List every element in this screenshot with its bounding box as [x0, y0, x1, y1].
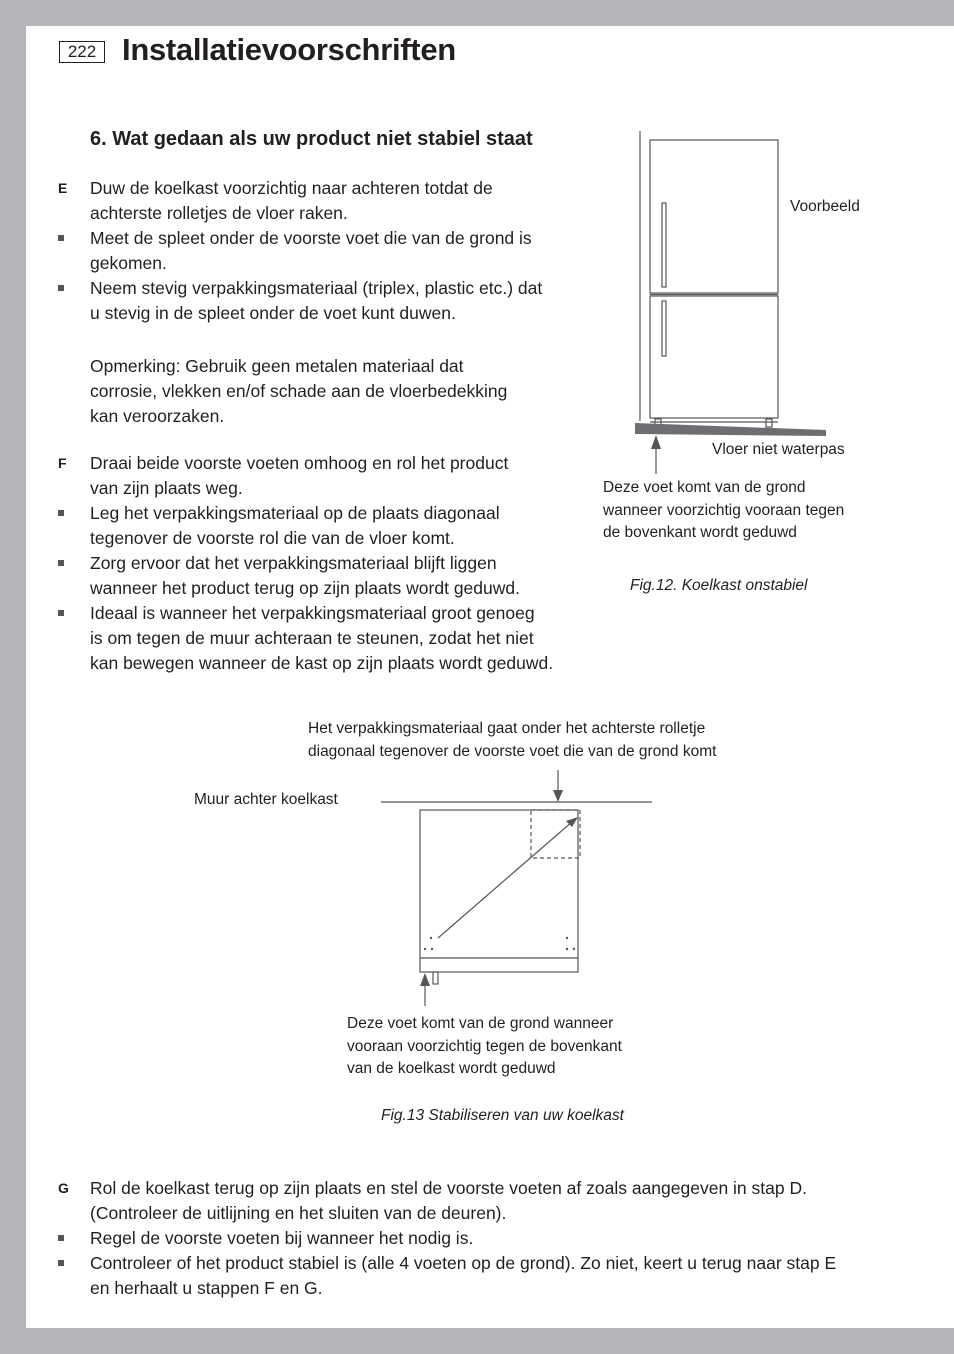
step-letter-g: G [58, 1180, 69, 1196]
text-line: Draai beide voorste voeten omhoog en rol het product [90, 453, 509, 473]
text-line: achterste rolletjes de vloer raken. [90, 203, 348, 223]
text-line: vooraan voorzichtig tegen de bovenkant [347, 1037, 622, 1055]
text-line: kan veroorzaken. [90, 406, 225, 426]
note-text [90, 354, 507, 429]
section-heading: 6. Wat gedaan als uw product niet stabiel staat [90, 128, 533, 150]
bullet-marker [58, 1235, 64, 1241]
text-line: van de koelkast wordt geduwd [347, 1060, 556, 1077]
text-line: Rol de koelkast terug op zijn plaats en stel de voorste voeten af zoals aangegeven in stap D. [90, 1178, 807, 1198]
bullet-marker [58, 235, 64, 241]
bullet-marker [58, 610, 64, 616]
text-line: Deze voet komt van de grond wanneer [347, 1015, 614, 1032]
text-line: Het verpakkingsmateriaal gaat onder het achterste rolletje [308, 720, 706, 737]
step-f-text [90, 451, 508, 501]
bullet-item [90, 1251, 836, 1301]
bullet-marker [58, 1260, 64, 1266]
fig13-label-wall: Muur achter koelkast [194, 791, 338, 808]
fig12-label-foot [603, 477, 844, 545]
text-line: wanneer het product terug op zijn plaats wordt geduwd. [90, 578, 520, 598]
step-letter-e: E [58, 180, 68, 196]
bullet-item [90, 276, 542, 326]
text-line: van zijn plaats weg. [90, 478, 243, 498]
step-letter-f: F [58, 455, 67, 471]
fig12-fridge-drawing [626, 131, 826, 481]
fig12-caption: Fig.12. Koelkast onstabiel [630, 577, 808, 594]
manual-page [26, 26, 954, 1328]
text-line: de bovenkant wordt geduwd [603, 524, 797, 541]
bullet-item [90, 601, 553, 676]
text-line: (Controleer de uitlijning en het sluiten van de deuren). [90, 1203, 507, 1223]
step-g-text [90, 1176, 807, 1226]
text-line: is om tegen de muur achteraan te steunen, zodat het niet [90, 628, 534, 648]
fig13-label-foot [347, 1013, 622, 1081]
text-line: tegenover de voorste rol die van de vloer komt. [90, 528, 455, 548]
text-line: corrosie, vlekken en/of schade aan de vloerbedekking [90, 381, 508, 401]
text-line: Deze voet komt van de grond [603, 479, 806, 496]
text-line: Neem stevig verpakkingsmateriaal (triplex, plastic etc.) dat [90, 278, 543, 298]
bullet-item [90, 501, 500, 551]
page-title: Installatievoorschriften [122, 32, 456, 67]
text-line: u stevig in de spleet onder de voet kunt duwen. [90, 303, 456, 323]
text-line: Meet de spleet onder de voorste voet die van de grond is [90, 228, 532, 248]
bullet-item [90, 226, 532, 276]
text-line: kan bewegen wanneer de kast op zijn plaats wordt geduwd. [90, 653, 554, 673]
bullet-marker [58, 560, 64, 566]
step-e-text [90, 176, 493, 226]
text-line: gekomen. [90, 253, 167, 273]
text-line: Leg het verpakkingsmateriaal op de plaats diagonaal [90, 503, 500, 523]
fig12-label-example: Voorbeeld [790, 198, 860, 215]
text-line: Opmerking: Gebruik geen metalen materiaal dat [90, 356, 464, 376]
page-number: 222 [59, 41, 105, 63]
bullet-item [90, 551, 520, 601]
text-line: Ideaal is wanneer het verpakkingsmateriaal groot genoeg [90, 603, 535, 623]
fig13-caption: Fig.13 Stabiliseren van uw koelkast [381, 1107, 624, 1124]
text-line: en herhaalt u stappen F en G. [90, 1278, 323, 1298]
text-line: Regel de voorste voeten bij wanneer het nodig is. [90, 1228, 474, 1248]
text-line: wanneer voorzichtig vooraan tegen [603, 501, 845, 519]
fig13-label-packing [308, 718, 716, 763]
fig13-top-view-drawing [376, 768, 656, 1018]
text-line: diagonaal tegenover de voorste voet die van de grond komt [308, 742, 717, 760]
fig12-label-floor: Vloer niet waterpas [712, 441, 845, 458]
bullet-marker [58, 285, 64, 291]
text-line: Controleer of het product stabiel is (alle 4 voeten op de grond). Zo niet, keert u terug naar stap E [90, 1253, 837, 1273]
bullet-item [90, 1226, 473, 1251]
text-line: Duw de koelkast voorzichtig naar achteren totdat de [90, 178, 493, 198]
text-line: Zorg ervoor dat het verpakkingsmateriaal blijft liggen [90, 553, 497, 573]
bullet-marker [58, 510, 64, 516]
